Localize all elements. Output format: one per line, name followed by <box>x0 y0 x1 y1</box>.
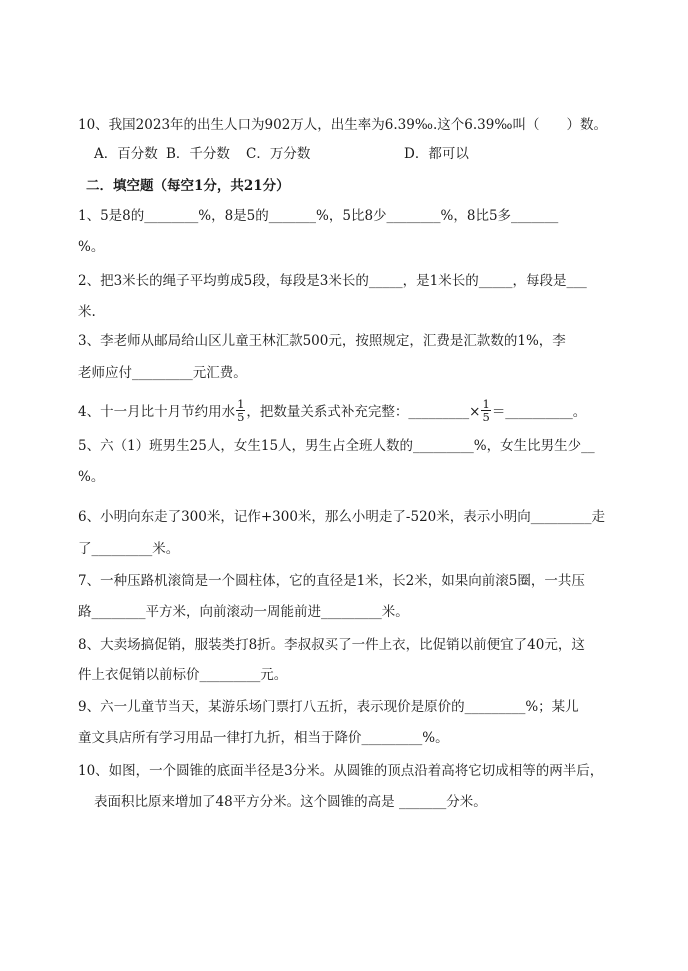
fill-q8-line1: 8、大卖场搞促销，服装类打8折。李叔叔买了一件上衣，比促销以前便宜了40元，这 <box>78 637 585 653</box>
fill-q7-line2: 路________平方米，向前滚动一周能前进_________米。 <box>78 604 409 620</box>
fill-q1-line2: %。 <box>78 239 105 255</box>
fill-q2-line2: 米. <box>78 304 96 320</box>
fraction-one-fifth <box>236 398 245 423</box>
fill-q1-line1: 1、5是8的________%，8是5的_______%，5比8少________%，8比5多_______ <box>78 208 559 224</box>
fill-q3-line1: 3、李老师从邮局给山区儿童王林汇款500元，按照规定，汇费是汇款数的1%，李 <box>78 333 566 349</box>
fill-q10-line2: 表面积比原来增加了48平方分米。这个圆锥的高是 _______分米。 <box>94 794 487 810</box>
fill-q5-line1: 5、六（1）班男生25人，女生15人，男生占全班人数的_________%，女生比男生少__ <box>78 438 595 454</box>
fill-q2-line1: 2、把3米长的绳子平均剪成5段，每段是3米长的_____，是1米长的_____，每段是___ <box>78 273 587 289</box>
fill-q4-text-before: 4、十一月比十月节约用水 <box>78 404 236 420</box>
fill-q6-line1: 6、小明向东走了300米，记作+300米，那么小明走了-520米，表示小明向_________走 <box>78 509 606 525</box>
question-10-choice: 10、我国2023年的出生人口为902万人，出生率为6.39‰.这个6.39‰叫（ ）数。 <box>78 117 607 133</box>
fraction-numerator: 1 <box>482 397 490 411</box>
fill-q4-text-middle: ，把数量关系式补充完整：_________× <box>246 404 481 420</box>
fill-q10-line1: 10、如图，一个圆锥的底面半径是3分米。从圆锥的顶点沿着高将它切成相等的两半后， <box>78 763 604 779</box>
option-a: A．百分数 <box>94 146 158 162</box>
fill-q4 <box>78 397 587 425</box>
fill-q4-text-after: ＝__________。 <box>491 404 587 420</box>
fill-q9-line1: 9、六一儿童节当天，某游乐场门票打八五折，表示现价是原价的_________%；某儿 <box>78 699 579 715</box>
fill-q9-line2: 童文具店所有学习用品一律打九折，相当于降价_________%。 <box>78 730 449 746</box>
option-c: C．万分数 <box>246 146 311 162</box>
option-b: B．千分数 <box>166 146 230 162</box>
section-heading: 二．填空题（每空1分，共21分） <box>86 178 290 194</box>
fraction-numerator: 1 <box>237 397 245 411</box>
fraction-denominator: 5 <box>482 410 490 424</box>
fill-q5-line2: %。 <box>78 469 105 485</box>
fraction-denominator: 5 <box>237 410 245 424</box>
fill-q3-line2: 老师应付_________元汇费。 <box>78 365 247 381</box>
option-d: D．都可以 <box>404 146 469 162</box>
fill-q7-line1: 7、一种压路机滚筒是一个圆柱体，它的直径是1米，长2米，如果向前滚5圈，一共压 <box>78 573 585 589</box>
fill-q8-line2: 件上衣促销以前标价_________元。 <box>78 667 288 683</box>
fraction-one-fifth-2 <box>481 398 490 423</box>
fill-q6-line2: 了_________米。 <box>78 541 180 557</box>
